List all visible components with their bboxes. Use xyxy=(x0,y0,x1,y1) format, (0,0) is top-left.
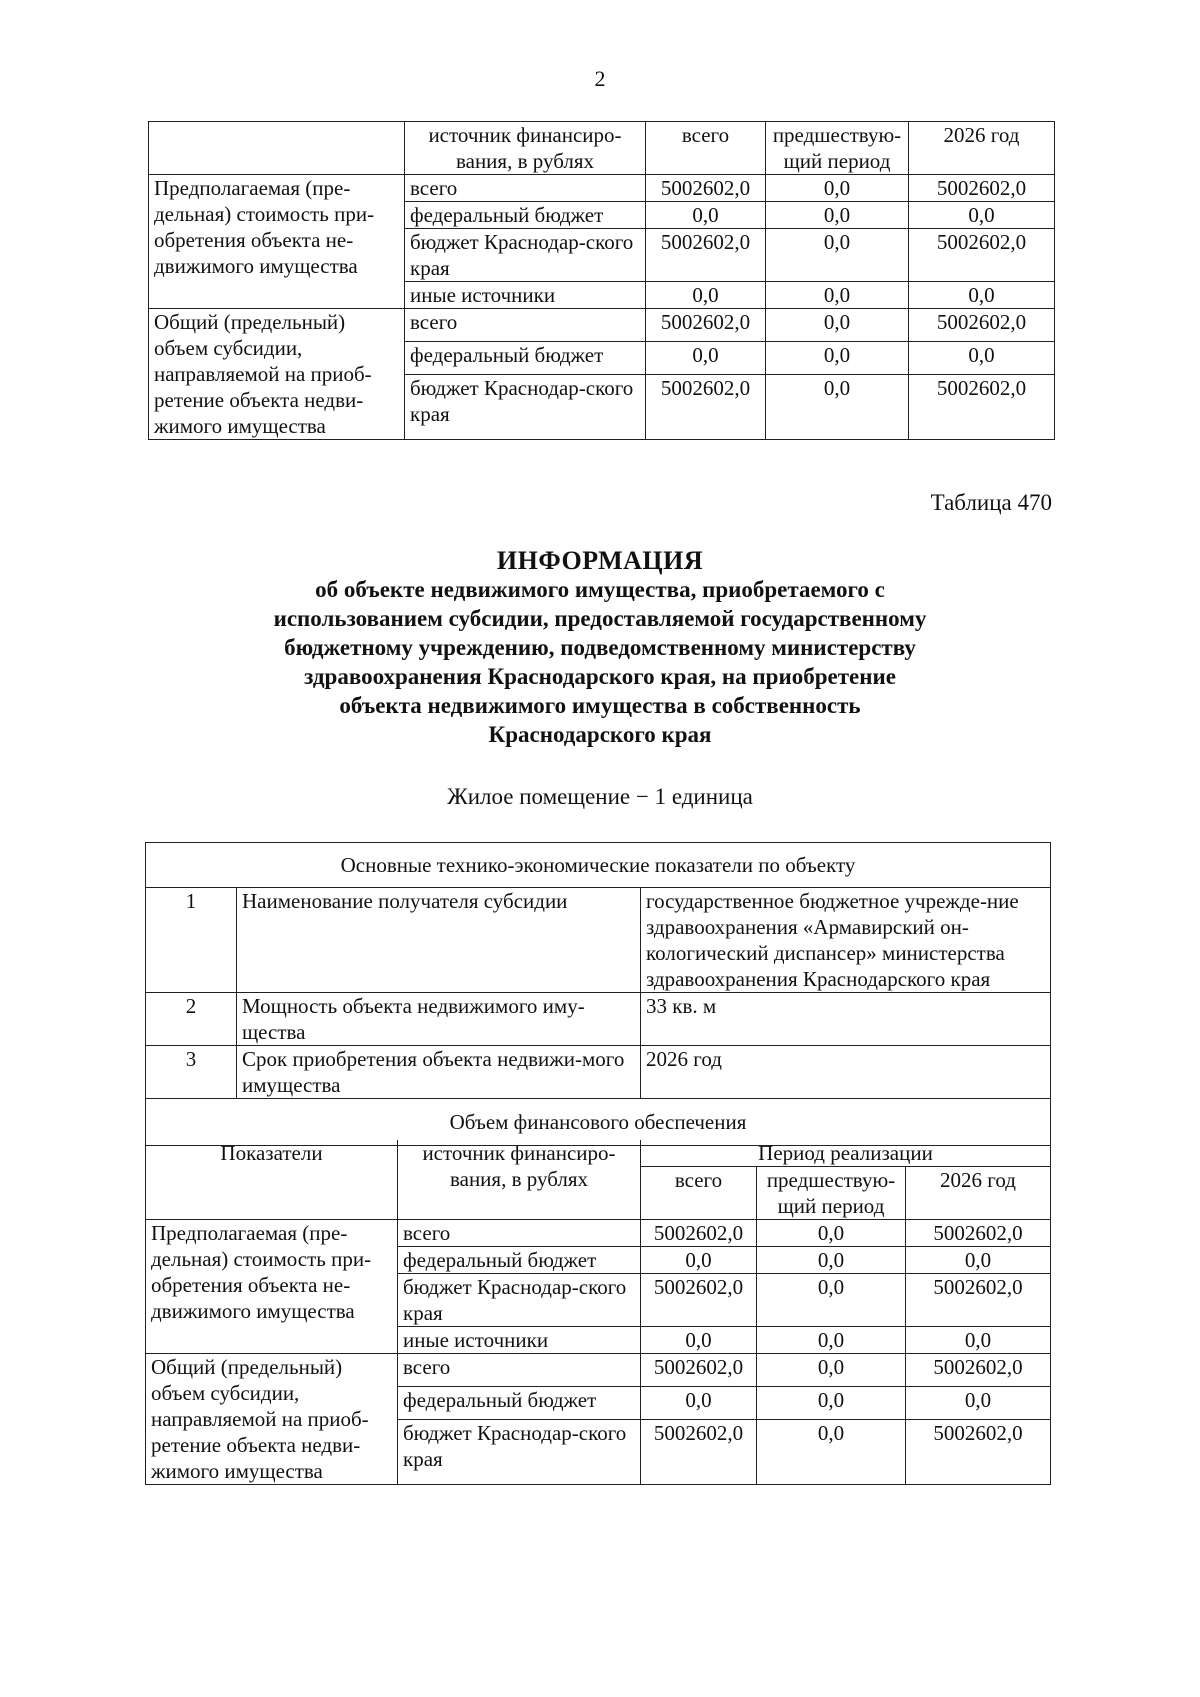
source-cell: всего xyxy=(398,1220,641,1247)
value-cell: 0,0 xyxy=(641,1387,757,1420)
header-cell: всего xyxy=(641,1167,757,1220)
value-cell: 0,0 xyxy=(909,202,1055,229)
table-row xyxy=(146,1046,1051,1099)
source-cell: всего xyxy=(398,1354,641,1387)
group-label: Предполагаемая (пре-дельная) стоимость при-обретения объекта не-движимого имущества xyxy=(146,1220,398,1354)
row-number: 1 xyxy=(146,888,237,993)
table-row xyxy=(149,175,1055,202)
header-cell: 2026 год xyxy=(909,122,1055,175)
value-cell: 0,0 xyxy=(646,282,766,309)
source-cell: всего xyxy=(405,175,646,202)
source-cell: бюджет Краснодар-ского края xyxy=(405,375,646,440)
value-cell: 5002602,0 xyxy=(641,1220,757,1247)
title-line: бюджетному учреждению, подведомственному министерству xyxy=(284,635,916,660)
row-number: 3 xyxy=(146,1046,237,1099)
document-title xyxy=(150,546,1050,749)
value-cell: 0,0 xyxy=(757,1387,906,1420)
title-heading: ИНФОРМАЦИЯ xyxy=(496,546,704,575)
group-label: Общий (предельный) объем субсидии, направляемой на приоб-ретение объекта недви-жимого имущества xyxy=(149,309,405,440)
source-cell: бюджет Краснодар-ского края xyxy=(405,229,646,282)
value-cell: 0,0 xyxy=(766,229,909,282)
indicator-name: Мощность объекта недвижимого иму-щества xyxy=(237,993,641,1046)
header-cell: 2026 год xyxy=(906,1167,1051,1220)
title-line: объекта недвижимого имущества в собственность xyxy=(339,693,861,718)
object-subtitle: Жилое помещение − 1 единица xyxy=(447,784,753,809)
source-cell: федеральный бюджет xyxy=(405,202,646,229)
source-cell: бюджет Краснодар-ского края xyxy=(398,1420,641,1485)
table-row xyxy=(146,993,1051,1046)
value-cell: 0,0 xyxy=(766,202,909,229)
section-title: Объем финансового обеспечения xyxy=(146,1099,1051,1146)
source-cell: федеральный бюджет xyxy=(405,342,646,375)
table-row xyxy=(146,1220,1051,1247)
title-line: об объекте недвижимого имущества, приобретаемого с xyxy=(315,577,885,602)
table-row xyxy=(146,1354,1051,1387)
value-cell: 5002602,0 xyxy=(641,1420,757,1485)
value-cell: 0,0 xyxy=(757,1327,906,1354)
value-cell: 0,0 xyxy=(909,342,1055,375)
value-cell: 5002602,0 xyxy=(646,229,766,282)
section-title: Основные технико-экономические показатели по объекту xyxy=(146,843,1051,888)
source-cell: иные источники xyxy=(398,1327,641,1354)
value-cell: 5002602,0 xyxy=(646,375,766,440)
value-cell: 0,0 xyxy=(766,375,909,440)
value-cell: 0,0 xyxy=(646,342,766,375)
value-cell: 5002602,0 xyxy=(906,1274,1051,1327)
indicator-value: 33 кв. м xyxy=(641,993,1051,1046)
source-cell: иные источники xyxy=(405,282,646,309)
header-cell: источник финансиро-вания, в рублях xyxy=(398,1140,641,1220)
value-cell: 5002602,0 xyxy=(646,309,766,342)
group-label: Общий (предельный) объем субсидии, направляемой на приоб-ретение объекта недви-жимого имущества xyxy=(146,1354,398,1485)
table-row xyxy=(146,888,1051,993)
indicator-name: Наименование получателя субсидии xyxy=(237,888,641,993)
header-cell: всего xyxy=(646,122,766,175)
value-cell: 0,0 xyxy=(766,342,909,375)
title-line: здравоохранения Краснодарского края, на приобретение xyxy=(304,664,896,689)
value-cell: 5002602,0 xyxy=(906,1420,1051,1485)
value-cell: 0,0 xyxy=(757,1420,906,1485)
indicator-value: 2026 год xyxy=(641,1046,1051,1099)
title-line: Краснодарского края xyxy=(488,722,712,747)
header-cell: предшествую-щий период xyxy=(766,122,909,175)
source-cell: всего xyxy=(405,309,646,342)
financing-table-continued xyxy=(148,121,1055,440)
value-cell: 0,0 xyxy=(757,1247,906,1274)
value-cell: 0,0 xyxy=(757,1220,906,1247)
value-cell: 5002602,0 xyxy=(909,229,1055,282)
value-cell: 0,0 xyxy=(906,1247,1051,1274)
value-cell: 5002602,0 xyxy=(906,1354,1051,1387)
value-cell: 5002602,0 xyxy=(909,175,1055,202)
header-cell: источник финансиро-вания, в рублях xyxy=(405,122,646,175)
header-cell xyxy=(149,122,405,175)
source-cell: федеральный бюджет xyxy=(398,1387,641,1420)
source-cell: бюджет Краснодар-ского края xyxy=(398,1274,641,1327)
value-cell: 0,0 xyxy=(906,1387,1051,1420)
value-cell: 0,0 xyxy=(766,175,909,202)
value-cell: 5002602,0 xyxy=(641,1354,757,1387)
financing-table xyxy=(145,1140,1051,1485)
value-cell: 0,0 xyxy=(757,1274,906,1327)
table-number-label: Таблица 470 xyxy=(930,490,1052,515)
value-cell: 0,0 xyxy=(909,282,1055,309)
table-row xyxy=(149,309,1055,342)
value-cell: 0,0 xyxy=(766,309,909,342)
row-number: 2 xyxy=(146,993,237,1046)
table-header-row xyxy=(149,122,1055,175)
header-cell: Показатели xyxy=(146,1140,398,1220)
group-label: Предполагаемая (пре-дельная) стоимость при-обретения объекта не-движимого имущества xyxy=(149,175,405,309)
indicator-value: государственное бюджетное учрежде-ние здравоохранения «Армавирский он-кологический диспансер» министерства здравоохранения Краснодарского края xyxy=(641,888,1051,993)
value-cell: 0,0 xyxy=(646,202,766,229)
value-cell: 5002602,0 xyxy=(906,1220,1051,1247)
value-cell: 0,0 xyxy=(641,1327,757,1354)
value-cell: 0,0 xyxy=(641,1247,757,1274)
value-cell: 0,0 xyxy=(757,1354,906,1387)
title-line: использованием субсидии, предоставляемой государственному xyxy=(273,606,927,631)
value-cell: 5002602,0 xyxy=(909,375,1055,440)
page-number: 2 xyxy=(594,66,606,91)
value-cell: 0,0 xyxy=(766,282,909,309)
indicator-name: Срок приобретения объекта недвижи-мого имущества xyxy=(237,1046,641,1099)
header-cell: предшествую-щий период xyxy=(757,1167,906,1220)
value-cell: 5002602,0 xyxy=(909,309,1055,342)
value-cell: 0,0 xyxy=(906,1327,1051,1354)
indicators-table xyxy=(145,842,1051,1146)
source-cell: федеральный бюджет xyxy=(398,1247,641,1274)
value-cell: 5002602,0 xyxy=(646,175,766,202)
header-cell: Период реализации xyxy=(641,1140,1051,1167)
value-cell: 5002602,0 xyxy=(641,1274,757,1327)
